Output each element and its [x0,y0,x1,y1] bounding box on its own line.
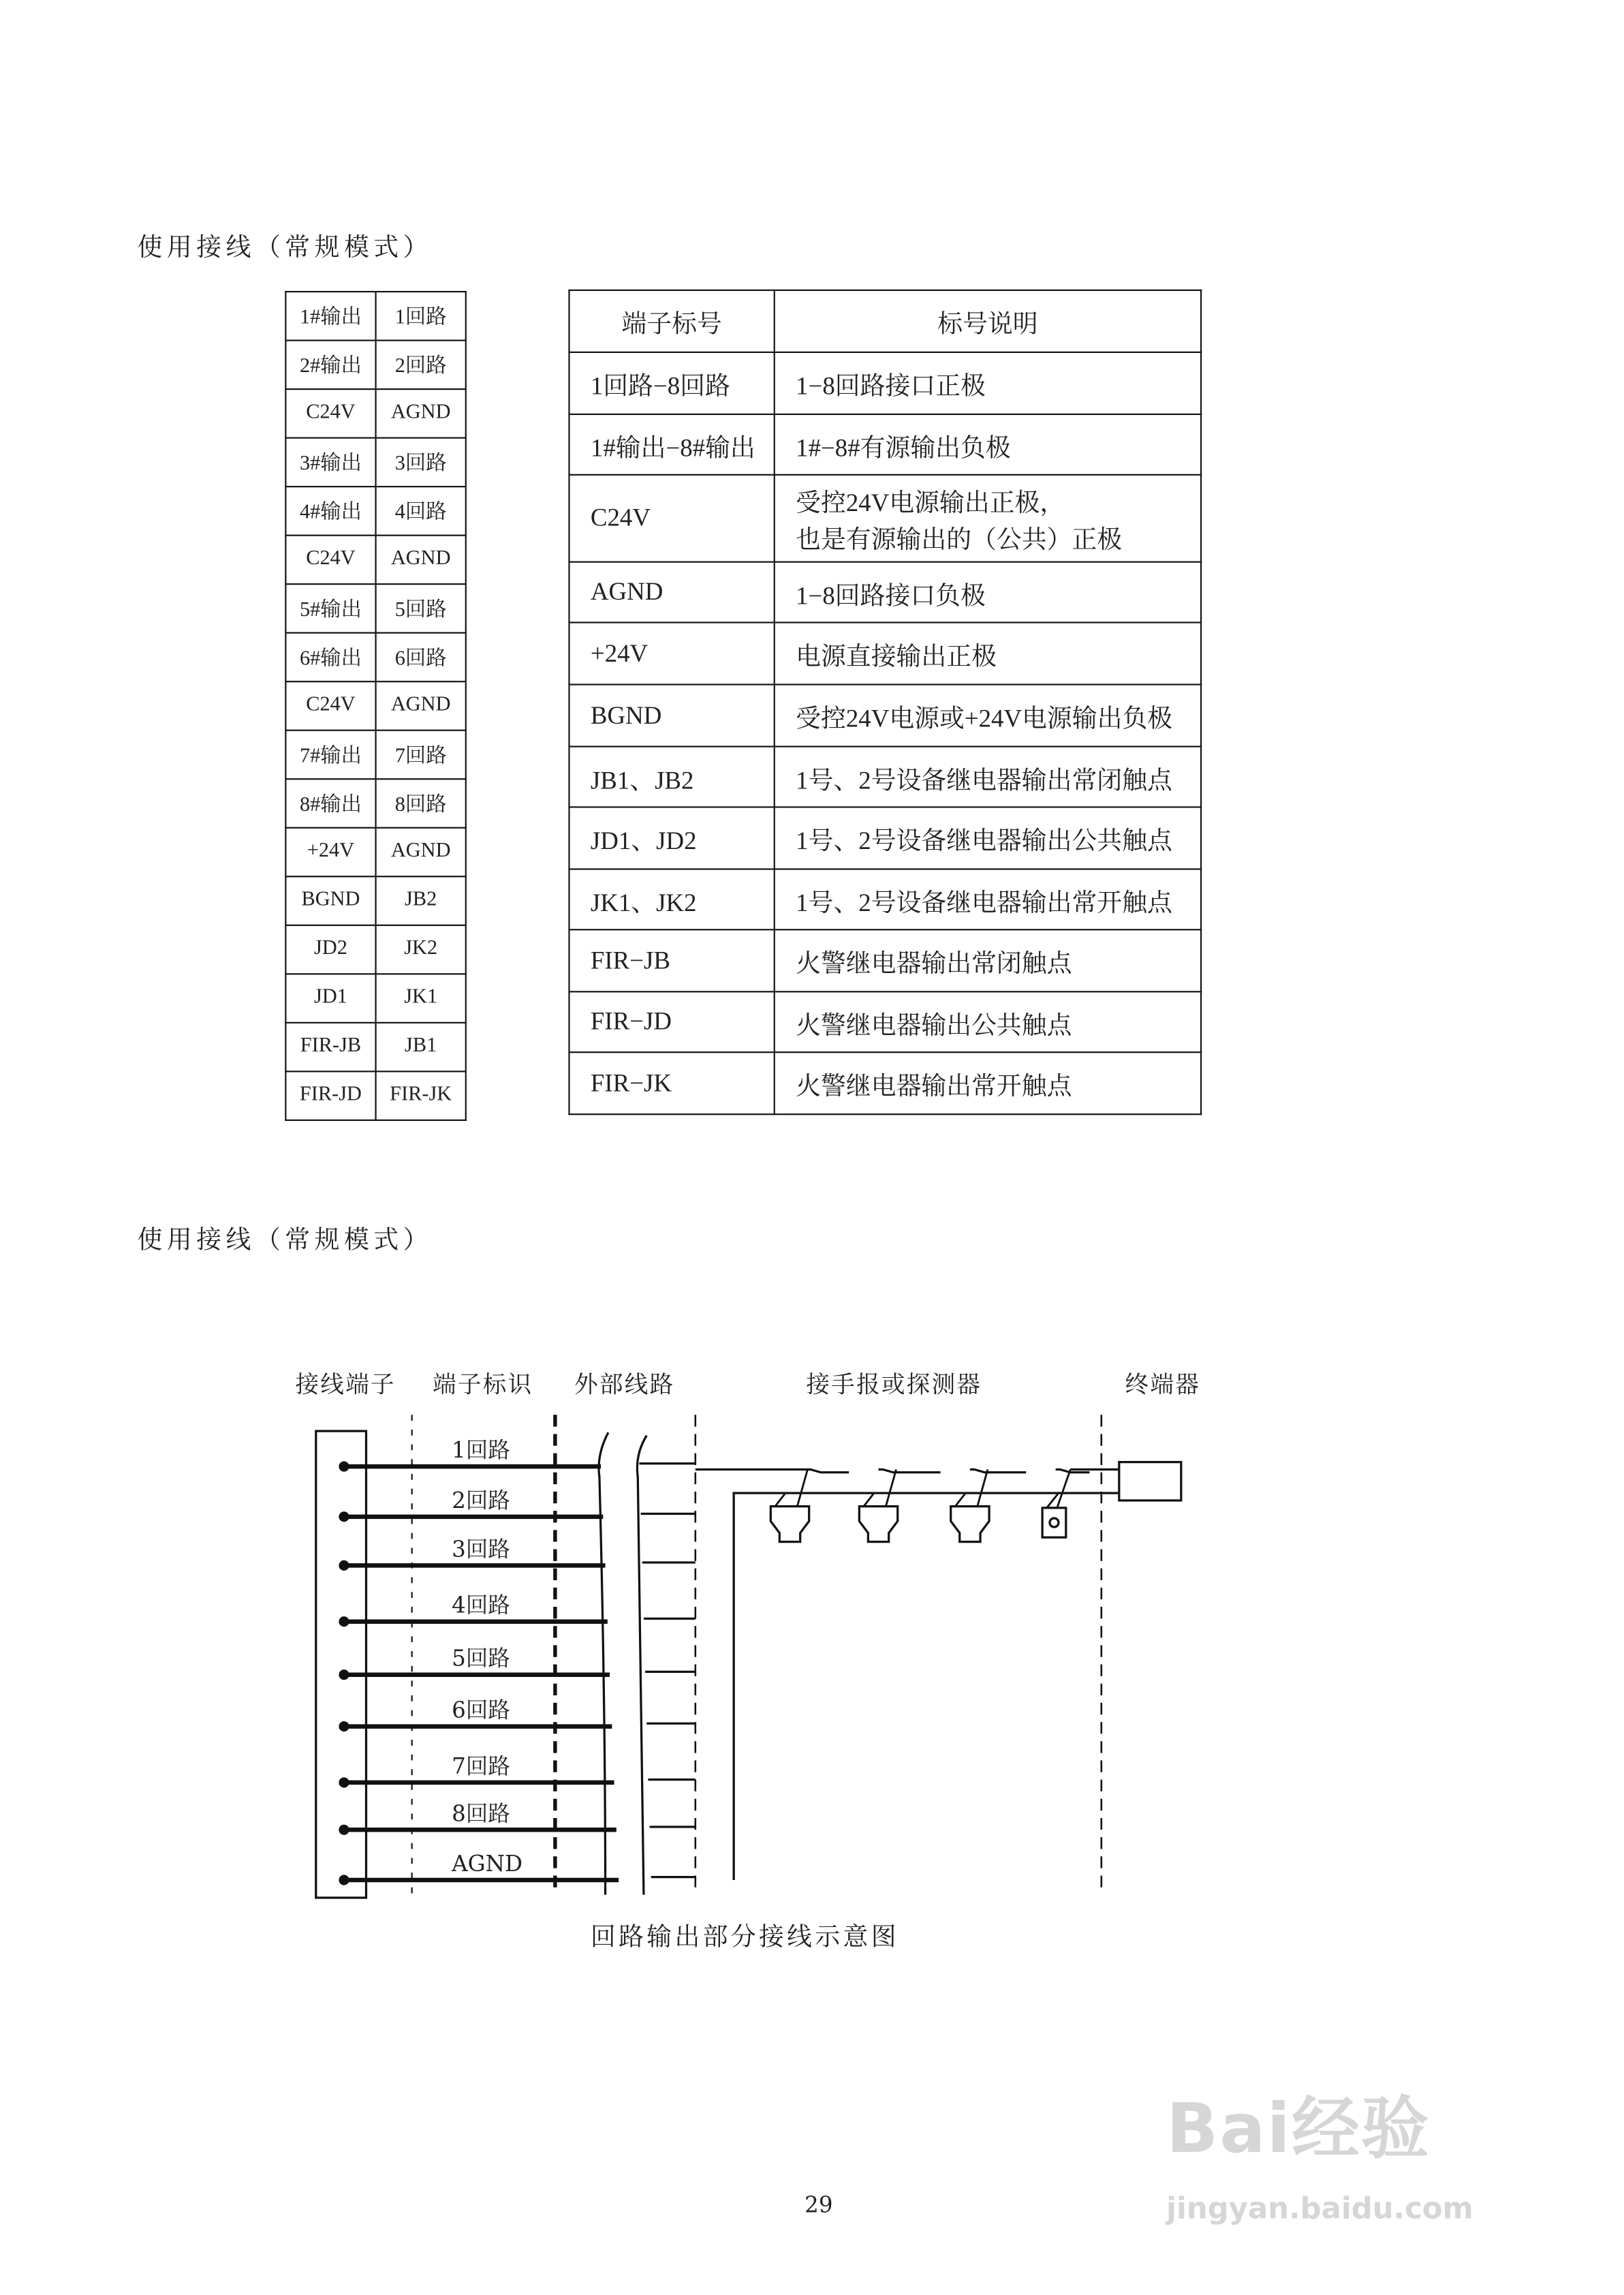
detector-lead [797,1469,807,1506]
terminal-row [285,925,465,974]
watermark-logo: Bai经验 [1166,2088,1431,2168]
terminal-cell: JB1 [376,1023,466,1072]
terminal-cell: 3回路 [376,438,466,487]
description-cell: 受控24V电源输出正极， 也是有源输出的（公共）正极 [775,475,1201,562]
terminal-cell: 7#输出 [285,730,375,780]
description-cell: 火警继电器输出常开触点 [775,1052,1201,1114]
terminal-cell: FIR-JD [285,1071,375,1120]
terminal-row [285,828,465,877]
terminal-row [285,633,465,682]
terminal-cell: 6#输出 [285,633,375,682]
loop-label: 5回路 [452,1645,510,1672]
loop-negative-wire [734,1493,1119,1880]
terminal-cell: 7回路 [376,730,466,780]
description-cell: 1−8回路接口负极 [775,562,1201,623]
terminal-cell: FIR-JK [376,1071,466,1120]
diagram-caption: 回路输出部分接线示意图 [590,1922,899,1953]
detector-lead [1057,1469,1071,1507]
terminal-row [285,292,465,341]
terminal-row [285,1023,465,1072]
terminal-cell: +24V [285,828,375,877]
loop-label: 7回路 [452,1753,510,1779]
terminal-cell: JD2 [285,925,375,974]
terminal-cell: FIR-JB [285,1023,375,1072]
column-header: 端子标识 [433,1371,533,1399]
loop-label: 4回路 [452,1592,510,1618]
watermark-url: jingyan.baidu.com [1166,2190,1473,2226]
column-header: 接手报或探测器 [806,1371,982,1399]
terminal-cell: JD1 [285,974,375,1023]
description-cell: 1号、2号设备继电器输出公共触点 [775,807,1201,869]
terminal-dot [339,1616,349,1627]
detector-lead [978,1469,988,1506]
section-title: 使用接线（常规模式） [137,233,433,263]
terminal-row [285,876,465,925]
terminal-cell: AGND [376,828,466,877]
detector-lead [864,1493,874,1507]
loop-label: 3回路 [452,1536,510,1562]
terminal-label-cell: FIR−JB [569,929,774,991]
terminal-cell: AGND [376,681,466,730]
terminal-description-table [568,290,1202,1115]
end-of-line-device [1119,1462,1181,1500]
terminal-label-cell: BGND [569,685,774,747]
detector-lead [1047,1493,1059,1508]
terminal-label-cell: JD1、JD2 [569,807,774,869]
loop-label: AGND [452,1850,523,1877]
loop-wiring-diagram [0,1329,1624,1920]
terminal-label-cell: 1回路−8回路 [569,352,774,414]
description-row [569,747,1201,807]
description-row [569,685,1201,747]
description-row [569,623,1201,685]
smoke-detector-icon [770,1507,809,1542]
terminal-cell: 1#输出 [285,292,375,341]
terminal-row [285,730,465,780]
terminal-label-cell: JB1、JB2 [569,747,774,807]
table-header-row [569,290,1201,352]
description-row [569,352,1201,414]
terminal-cell: 2#输出 [285,341,375,390]
daisy-wire [806,1469,849,1472]
description-row [569,562,1201,623]
terminal-cell: BGND [285,876,375,925]
terminal-cell: 8回路 [376,779,466,828]
description-cell: 电源直接输出正极 [775,623,1201,685]
terminal-dot [339,1462,349,1472]
terminal-label-cell: JK1、JK2 [569,869,774,929]
terminal-cell: JK2 [376,925,466,974]
section-title: 使用接线（常规模式） [137,1225,433,1256]
header-terminal-label: 端子标号 [569,290,774,352]
description-row [569,929,1201,991]
terminal-label-cell: FIR−JK [569,1052,774,1114]
terminal-cell: C24V [285,681,375,730]
terminal-dot [339,1825,349,1835]
terminal-row [285,438,465,487]
loop-label: 1回路 [452,1437,510,1464]
terminal-dot [339,1669,349,1680]
terminal-cell: 6回路 [376,633,466,682]
terminal-cell: AGND [376,389,466,438]
terminal-dot [339,1777,349,1787]
terminal-cell: 4回路 [376,487,466,536]
terminal-cell: AGND [376,536,466,585]
terminal-cell: C24V [285,389,375,438]
terminal-row [285,536,465,585]
detector-lead [955,1493,965,1507]
loop-label: 2回路 [452,1487,510,1513]
loop-label: 6回路 [452,1697,510,1723]
smoke-detector-icon [951,1507,989,1542]
terminal-row [285,974,465,1023]
terminal-row [285,779,465,828]
terminal-label-cell: 1#输出−8#输出 [569,414,774,475]
terminal-dot [339,1721,349,1731]
terminal-cell: 4#输出 [285,487,375,536]
manual-call-point-icon [1042,1508,1066,1537]
description-cell: 1−8回路接口正极 [775,352,1201,414]
daisy-wire [879,1469,941,1472]
page-number: 29 [805,2191,833,2219]
smoke-detector-icon [859,1507,897,1542]
description-row [569,475,1201,562]
daisy-wire [970,1469,1026,1472]
terminal-row [285,681,465,730]
loop-label: 8回路 [452,1800,510,1827]
description-row [569,1052,1201,1114]
terminal-row [285,389,465,438]
terminal-cell: 5#输出 [285,584,375,633]
break-curve [637,1436,646,1895]
terminal-cell: JB2 [376,876,466,925]
terminal-layout-table [285,291,467,1121]
terminal-dot [339,1511,349,1522]
terminal-cell: 3#输出 [285,438,375,487]
terminal-row [285,1071,465,1120]
detector-lead [775,1493,785,1507]
description-cell: 受控24V电源或+24V电源输出负极 [775,685,1201,747]
terminal-cell: 2回路 [376,341,466,390]
description-row [569,869,1201,929]
column-header: 终端器 [1125,1371,1200,1399]
terminal-label-cell: FIR−JD [569,991,774,1052]
description-row [569,807,1201,869]
column-header: 接线端子 [295,1371,396,1399]
description-cell: 火警继电器输出常闭触点 [775,929,1201,991]
description-cell: 火警继电器输出公共触点 [775,991,1201,1052]
break-curve [599,1432,608,1894]
description-cell: 1号、2号设备继电器输出常开触点 [775,869,1201,929]
terminal-cell: 1回路 [376,292,466,341]
column-header: 外部线路 [574,1371,675,1399]
terminal-cell: C24V [285,536,375,585]
description-cell: 1号、2号设备继电器输出常闭触点 [775,747,1201,807]
description-row [569,991,1201,1052]
header-label-description: 标号说明 [775,290,1201,352]
description-cell: 1#−8#有源输出负极 [775,414,1201,475]
terminal-dot [339,1875,349,1885]
terminal-label-cell: C24V [569,475,774,562]
terminal-label-cell: +24V [569,623,774,685]
terminal-row [285,487,465,536]
baidu-watermark [1166,2075,1473,2226]
terminal-cell: JK1 [376,974,466,1023]
terminal-cell: 8#输出 [285,779,375,828]
terminal-row [285,341,465,390]
description-row [569,414,1201,475]
terminal-dot [339,1560,349,1571]
terminal-label-cell: AGND [569,562,774,623]
detector-lead [886,1469,896,1506]
terminal-cell: 5回路 [376,584,466,633]
terminal-row [285,584,465,633]
